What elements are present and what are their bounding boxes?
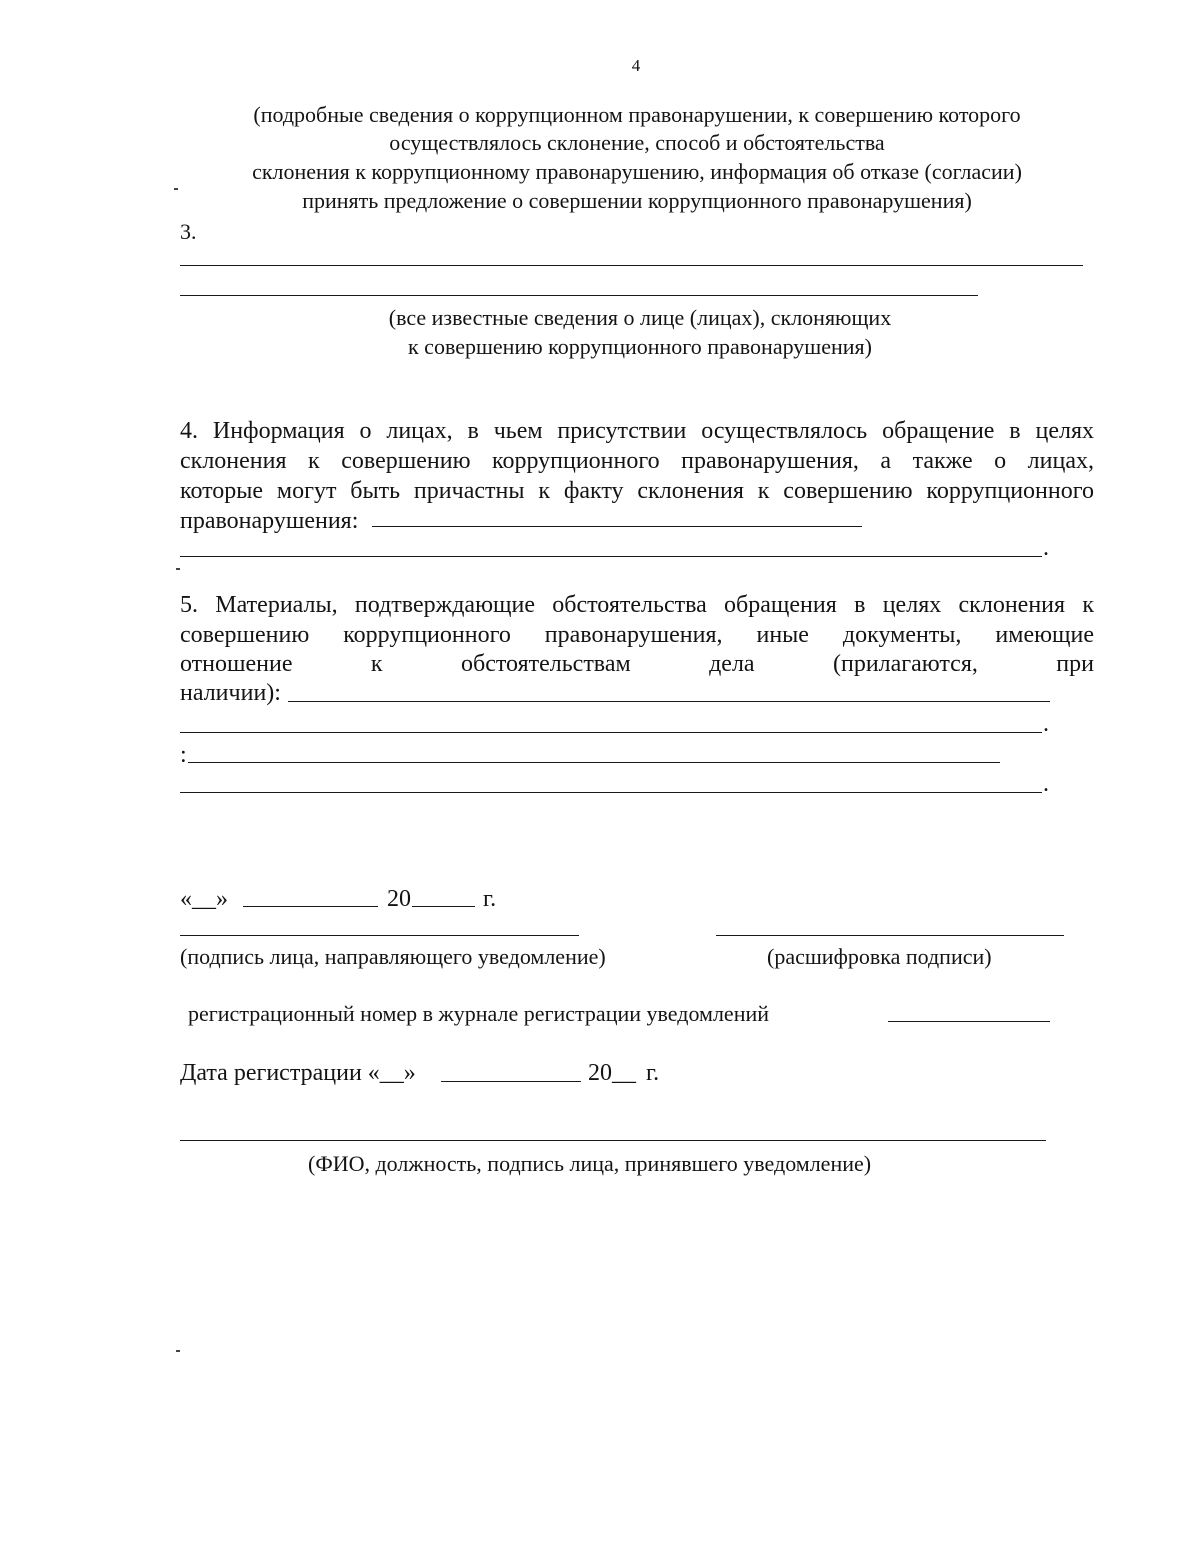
- intro-caption-line-1: (подробные сведения о коррупционном правонарушении, к совершению которого: [253, 102, 1021, 127]
- item-4-fill-line-2[interactable]: [180, 556, 1042, 557]
- item-5-line-4: наличии):: [180, 680, 281, 706]
- registration-number-label: регистрационный номер в журнале регистрации уведомлений: [188, 1001, 770, 1026]
- registration-year-prefix: 20__: [588, 1060, 636, 1086]
- item-4-fill-line-inline[interactable]: [372, 526, 862, 527]
- registration-number-line[interactable]: [888, 1021, 1050, 1022]
- item-5-line-1: 5. Материалы, подтверждающие обстоятельства обращения в целях склонения к: [180, 592, 1094, 618]
- sign-year-suffix: г.: [483, 886, 497, 912]
- registration-date-month-line[interactable]: [441, 1081, 581, 1082]
- item-4-end-mark: .: [1043, 535, 1049, 561]
- scan-speck: [176, 1350, 180, 1352]
- registration-date-label: Дата регистрации «__»: [180, 1060, 416, 1086]
- item-5-word: к: [370, 651, 383, 677]
- sign-year-line[interactable]: [412, 906, 475, 907]
- item-5-word: отношение: [180, 651, 293, 677]
- item-4-line-2: склонения к совершению коррупционного правонарушения, а также о лицах,: [180, 448, 1094, 474]
- sign-date-open: «__»: [180, 886, 228, 912]
- sign-date-month-line[interactable]: [243, 906, 378, 907]
- item-5-end-mark-1: .: [1043, 711, 1049, 737]
- signer-signature-line[interactable]: [180, 935, 579, 936]
- receiver-caption: (ФИО, должность, подпись лица, принявшего уведомление): [308, 1151, 872, 1176]
- item-4-line-4: правонарушения:: [180, 508, 359, 534]
- item-5-word: при: [1056, 651, 1094, 677]
- item-3-number: 3.: [180, 219, 197, 244]
- item-5-word: (прилагаются,: [832, 651, 978, 677]
- page-number: 4: [631, 56, 641, 75]
- decoding-caption: (расшифровка подписи): [767, 944, 992, 969]
- item-5-colon-mark: :: [180, 742, 187, 768]
- signature-decoding-line[interactable]: [716, 935, 1064, 936]
- scan-speck: [174, 188, 178, 190]
- item-3-caption-line-2: к совершению коррупционного правонарушения): [407, 334, 872, 359]
- registration-year-suffix: г.: [646, 1060, 660, 1086]
- intro-caption-line-3: склонения к коррупционному правонарушению, информация об отказе (согласии): [252, 159, 1022, 184]
- item-5-line-2: совершению коррупционного правонарушения, иные документы, имеющие: [180, 622, 1094, 648]
- item-5-fill-line-4[interactable]: [180, 792, 1042, 793]
- item-5-end-mark-2: .: [1043, 771, 1049, 797]
- item-5-word: обстоятельствам: [460, 651, 631, 677]
- item-3-fill-line-2[interactable]: [180, 295, 978, 296]
- scan-speck: [176, 568, 180, 570]
- item-4-line-1: 4. Информация о лицах, в чьем присутствии осуществлялось обращение в целях: [180, 418, 1094, 444]
- item-5-word: дела: [709, 651, 755, 677]
- item-5-fill-line-inline[interactable]: [288, 701, 1050, 702]
- item-5-line-3: [180, 649, 1094, 679]
- signer-caption: (подпись лица, направляющего уведомление): [180, 944, 606, 969]
- item-5-fill-line-2[interactable]: [180, 732, 1042, 733]
- item-3-caption-line-1: (все известные сведения о лице (лицах), склоняющих: [388, 305, 892, 330]
- item-5-fill-line-3[interactable]: [188, 762, 1000, 763]
- item-4-line-3: которые могут быть причастны к факту склонения к совершению коррупционного: [180, 478, 1094, 504]
- intro-caption-line-4: принять предложение о совершении коррупционного правонарушения): [302, 188, 972, 213]
- intro-caption-line-2: осуществлялось склонение, способ и обстоятельства: [389, 130, 885, 155]
- sign-year-prefix: 20: [387, 886, 411, 912]
- receiver-signature-line[interactable]: [180, 1140, 1046, 1141]
- item-3-fill-line-1[interactable]: [180, 265, 1083, 266]
